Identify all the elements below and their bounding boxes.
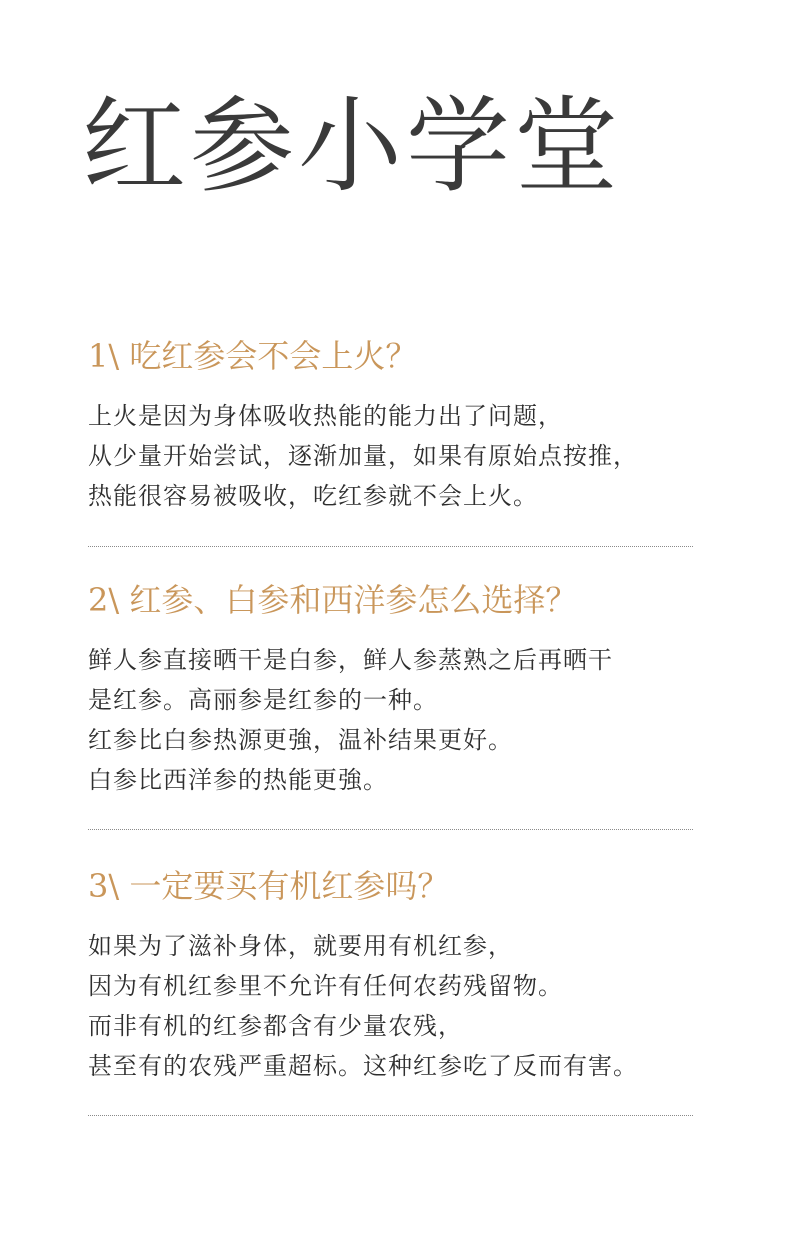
answer-line: 因为有机红参里不允许有任何农药残留物。 — [88, 972, 563, 1000]
answer-line: 上火是因为身体吸收热能的能力出了问题， — [88, 402, 563, 430]
answer-line: 红参比白参热源更強，温补结果更好。 — [88, 726, 513, 754]
answer-body — [88, 926, 728, 1086]
faq-section-2 — [88, 580, 728, 800]
question-heading: 3\ 一定要买有机红参吗？ — [88, 867, 450, 905]
section-divider — [88, 1115, 693, 1116]
question-heading: 2\ 红参、白参和西洋参怎么选择？ — [88, 581, 578, 619]
answer-body — [88, 396, 728, 516]
answer-line: 热能很容易被吸收，吃红参就不会上火。 — [88, 482, 538, 510]
answer-line: 白参比西洋参的热能更強。 — [88, 766, 388, 794]
answer-line: 是红参。高丽参是红参的一种。 — [88, 686, 438, 714]
faq-section-3 — [88, 866, 728, 1086]
faq-section-1 — [88, 336, 728, 516]
answer-line: 而非有机的红参都含有少量农残， — [88, 1012, 463, 1040]
section-divider — [88, 829, 693, 830]
answer-line: 甚至有的农残严重超标。这种红参吃了反而有害。 — [88, 1052, 638, 1080]
question-heading: 1\ 吃红参会不会上火？ — [88, 337, 418, 375]
answer-body — [88, 640, 728, 800]
page-title: 红参小学堂 — [82, 85, 623, 207]
answer-line: 如果为了滋补身体，就要用有机红参， — [88, 932, 513, 960]
answer-line: 鲜人参直接晒干是白参，鲜人参蒸熟之后再晒干 — [88, 646, 613, 674]
answer-line: 从少量开始尝试，逐渐加量，如果有原始点按推， — [88, 442, 638, 470]
section-divider — [88, 546, 693, 547]
